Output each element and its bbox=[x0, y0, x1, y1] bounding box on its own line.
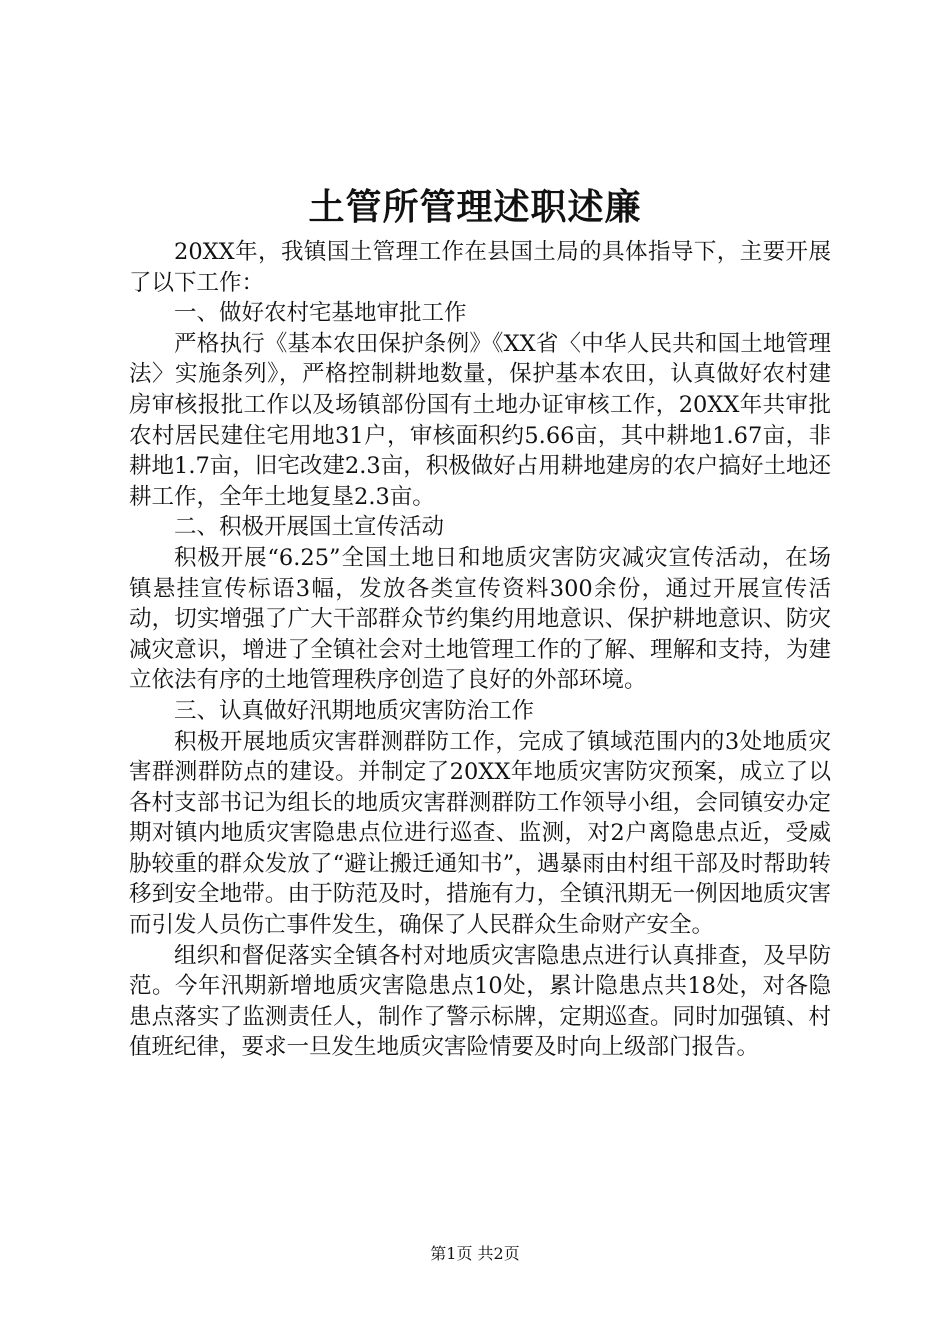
section-paragraph-1: 严格执行《基本农田保护条例》《XX省〈中华人民共和国土地管理法〉实施条列》，严格控制耕地数量，保护基本农田，认真做好农村建房审核报批工作以及场镇部份国有土地办证审核工作，20XX年共审批农村居民建住宅用地31户，审核面积约5.66亩，其中耕地1.67亩，非耕地1.7亩，旧宅改建2.3亩，积极做好占用耕地建房的农户搞好土地还耕工作，全年土地复垦2.3亩。 bbox=[129, 330, 831, 510]
page-number-footer: 第1页 共2页 bbox=[430, 1244, 520, 1263]
intro-paragraph: 20XX年，我镇国土管理工作在县国土局的具体指导下，主要开展了以下工作： bbox=[129, 239, 831, 296]
document-body bbox=[129, 237, 831, 1063]
section-heading-3: 三、认真做好汛期地质灾害防治工作 bbox=[174, 697, 535, 724]
section-paragraph-2: 积极开展“6.25”全国土地日和地质灾害防灾减灾宣传活动，在场镇悬挂宣传标语3幅，发放各类宣传资料300余份，通过开展宣传活动，切实增强了广大干部群众节约集约用地意识、保护耕地意识、防灾减灾意识，增进了全镇社会对土地管理工作的了解、理解和支持，为建立依法有序的土地管理秩序创造了良好的外部环境。 bbox=[129, 544, 831, 694]
section-paragraph-3a: 积极开展地质灾害群测群防工作，完成了镇域范围内的3处地质灾害群测群防点的建设。并制定了20XX年地质灾害防灾预案，成立了以各村支部书记为组长的地质灾害群测群防工作领导小组，会同镇安办定期对镇内地质灾害隐患点位进行巡查、监测，对2户离隐患点近，受威胁较重的群众发放了“避让搬迁通知书”，遇暴雨由村组干部及时帮助转移到安全地带。由于防范及时，措施有力，全镇汛期无一例因地质灾害而引发人员伤亡事件发生，确保了人民群众生命财产安全。 bbox=[129, 728, 831, 939]
page-title: 土管所管理述职述廉 bbox=[308, 186, 642, 228]
section-heading-2: 二、积极开展国土宣传活动 bbox=[174, 514, 445, 541]
section-heading-1: 一、做好农村宅基地审批工作 bbox=[174, 300, 467, 327]
section-paragraph-3b: 组织和督促落实全镇各村对地质灾害隐患点进行认真排查，及早防范。今年汛期新增地质灾害隐患点10处，累计隐患点共18处，对各隐患点落实了监测责任人，制作了警示标牌，定期巡查。同时加强镇、村值班纪律，要求一旦发生地质灾害险情要及时向上级部门报告。 bbox=[129, 942, 831, 1061]
